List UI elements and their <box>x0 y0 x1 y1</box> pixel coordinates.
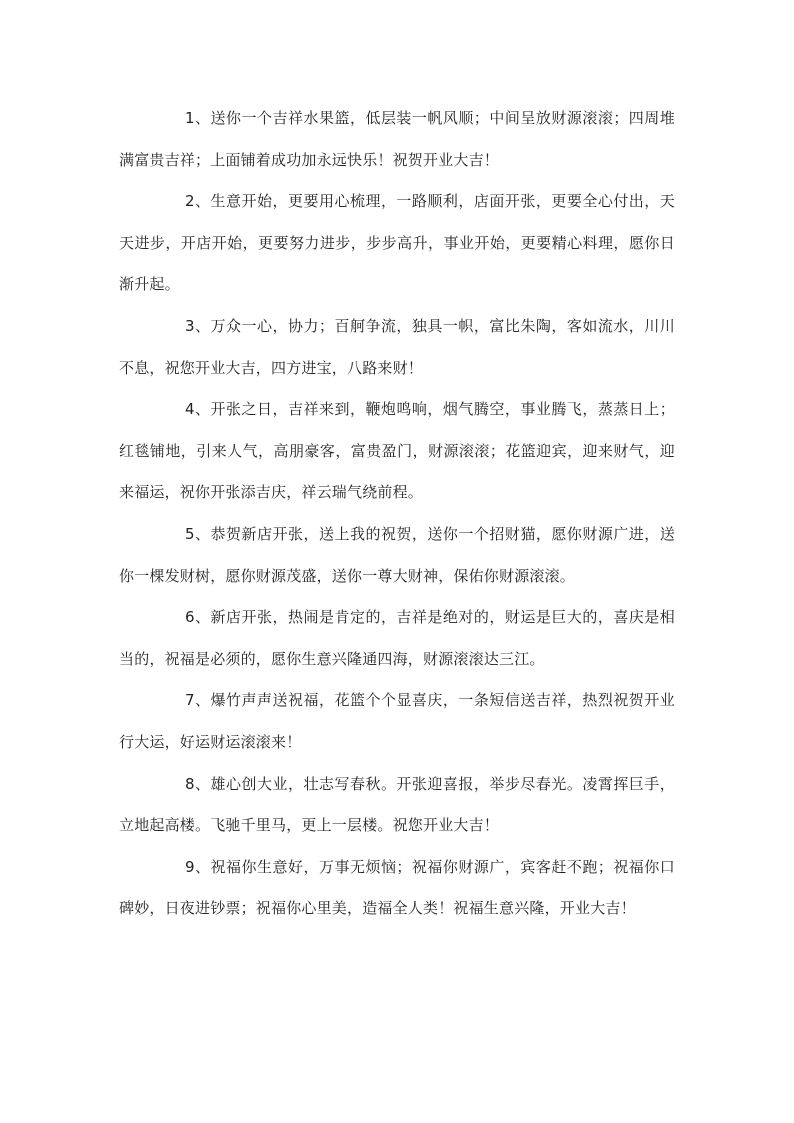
paragraph-4: 4、开张之日，吉祥来到，鞭炮鸣响，烟气腾空，事业腾飞，蒸蒸日上；红毯铺地，引来人气，高朋豪客，富贵盈门，财源滚滚；花篮迎宾，迎来财气，迎来福运，祝你开张添吉庆，祥云瑞气绕前程。 <box>119 400 675 502</box>
paragraph-6: 6、新店开张，热闹是肯定的，吉祥是绝对的，财运是巨大的，喜庆是相当的，祝福是必须的，愿你生意兴隆通四海，财源滚滚达三江。 <box>119 608 675 668</box>
paragraph-5: 5、恭贺新店开张，送上我的祝贺，送你一个招财猫，愿你财源广进，送你一棵发财树，愿你财源茂盛，送你一尊大财神，保佑你财源滚滚。 <box>119 524 675 585</box>
paragraph-8: 8、雄心创大业，壮志写春秋。开张迎喜报，举步尽春光。凌霄挥巨手，立地起高楼。飞驰千里马，更上一层楼。祝您开业大吉！ <box>119 774 675 835</box>
paragraph-1: 1、送你一个吉祥水果篮，低层装一帆风顺；中间呈放财源滚滚；四周堆满富贵吉祥；上面铺着成功加永远快乐！祝贺开业大吉！ <box>119 109 675 169</box>
paragraph-9: 9、祝福你生意好，万事无烦恼；祝福你财源广，宾客赶不跑；祝福你口碑妙，日夜进钞票；祝福你心里美，造福全人类！祝福生意兴隆，开业大吉！ <box>119 857 675 918</box>
paragraph-7: 7、爆竹声声送祝福，花篮个个显喜庆，一条短信送吉祥，热烈祝贺开业行大运，好运财运滚滚来！ <box>119 691 675 751</box>
document-body <box>119 98 675 930</box>
paragraph-2: 2、生意开始，更要用心梳理，一路顺利，店面开张，更要全心付出，天天进步，开店开始，更要努力进步，步步高升，事业开始，更要精心料理，愿你日渐升起。 <box>119 192 675 294</box>
paragraph-3: 3、万众一心，协力；百舸争流，独具一帜，富比朱陶，客如流水，川川不息，祝您开业大吉，四方进宝，八路来财！ <box>119 316 675 377</box>
